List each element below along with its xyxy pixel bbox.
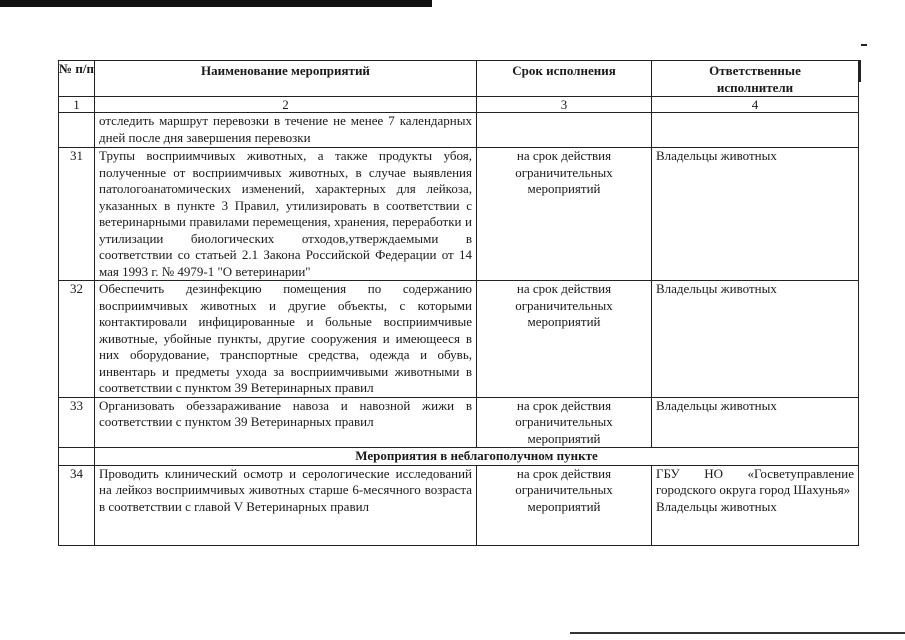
- row-text: Обеспечить дезинфекцию помещения по содержанию восприимчивых животных и другие объекты, с которыми контактировали инфицированные и больные восприимчивые животные, убойные пункты, другие сооружения и имеющееся в них оборудование, транспортные средства, одежда и обувь, инвентарь и предметы ухода за восприимчивыми животными в соответствии с пунктом 39 Ветеринарных правил: [95, 281, 477, 398]
- row-responsible: [652, 465, 859, 545]
- scan-artifact-mark: [861, 44, 867, 46]
- row-deadline: на срок действия ограничительных мероприятий: [477, 465, 652, 545]
- row-deadline: на срок действия ограничительных мероприятий: [477, 281, 652, 398]
- column-index-4: 4: [652, 97, 859, 113]
- column-index-row: [59, 97, 859, 113]
- row-text: Проводить клинический осмотр и серологические исследований на лейкоз восприимчивых животных старше 6-месячного возраста в соответствии с главой V Ветеринарных правил: [95, 465, 477, 545]
- row-responsible: Владельцы животных: [652, 397, 859, 448]
- row-responsible: Владельцы животных: [652, 148, 859, 281]
- table-row: [59, 113, 859, 148]
- responsible-organization: ГБУ НО «Госветуправление городского округа город Шахунья»: [656, 465, 854, 497]
- header-deadline: Срок исполнения: [477, 61, 652, 97]
- section-title: Мероприятия в неблагополучном пункте: [95, 448, 859, 466]
- row-num: 32: [59, 281, 95, 398]
- row-responsible: Владельцы животных: [652, 281, 859, 398]
- responsible-owners: Владельцы животных: [656, 498, 777, 514]
- table-row: [59, 281, 859, 398]
- scan-artifact-top-line: [0, 0, 432, 7]
- row-deadline: на срок действия ограничительных мероприятий: [477, 397, 652, 448]
- row-num: [59, 113, 95, 148]
- column-index-3: 3: [477, 97, 652, 113]
- header-num: № п/п: [59, 61, 95, 97]
- row-deadline: [477, 113, 652, 148]
- row-text: Организовать обеззараживание навоза и навозной жижи в соответствии с пунктом 39 Ветеринарных правил: [95, 397, 477, 448]
- row-text: отследить маршрут перевозки в течение не менее 7 календарных дней после дня завершения перевозки: [95, 113, 477, 148]
- table-header-row: [59, 61, 859, 97]
- column-index-1: 1: [59, 97, 95, 113]
- column-index-2: 2: [95, 97, 477, 113]
- table-row: [59, 465, 859, 545]
- header-name: Наименование мероприятий: [95, 61, 477, 97]
- table-row: [59, 397, 859, 448]
- section-row: [59, 448, 859, 466]
- row-responsible: [652, 113, 859, 148]
- row-num: 33: [59, 397, 95, 448]
- row-num: 31: [59, 148, 95, 281]
- scan-artifact-bottom-line: [570, 632, 905, 634]
- section-num: [59, 448, 95, 466]
- row-deadline: на срок действия ограничительных мероприятий: [477, 148, 652, 281]
- header-responsible: Ответственные исполнители: [652, 61, 859, 97]
- row-text: Трупы восприимчивых животных, а также продукты убоя, полученные от восприимчивых животных, в случае выявления патологоанатомических изменений, характерных для лейкоза, указанных в пункте 3 Правил, утилизировать в соответствии с ветеринарными правилами перемещения, хранения, переработки и утилизации биологических отходов,утверждаемыми в соответствии со статьей 2.1 Закона Российской Федерации от 14 мая 1993 г. № 4979-1 "О ветеринарии": [95, 148, 477, 281]
- measures-table: [58, 60, 859, 546]
- scan-artifact-bracket: [859, 60, 864, 82]
- table-row: [59, 148, 859, 281]
- row-num: 34: [59, 465, 95, 545]
